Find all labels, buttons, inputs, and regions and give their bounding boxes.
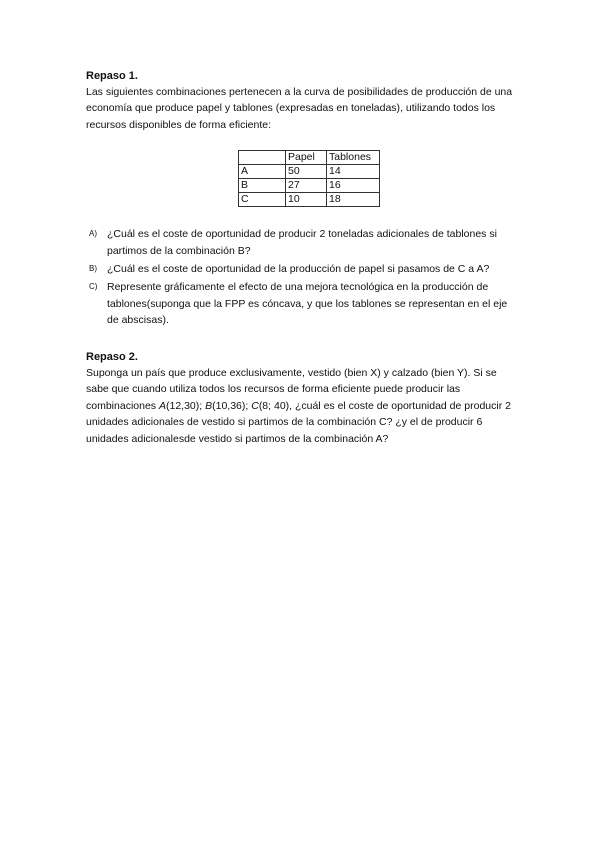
table-cell: C bbox=[239, 193, 286, 207]
ppf-table bbox=[238, 150, 380, 207]
table-cell: 18 bbox=[327, 193, 380, 207]
question-text: Represente gráficamente el efecto de una mejora tecnológica en la producción de tablones(suponga que la FPP es cóncava, y que los tablones se representan en el eje de abscisas). bbox=[107, 281, 508, 327]
question-item bbox=[86, 279, 516, 328]
repaso-1-intro: Las siguientes combinaciones pertenecen a la curva de posibilidades de producción de una economía que produce papel y tablones (expresadas en toneladas), utilizando todos los recursos disponibles de forma eficiente: bbox=[86, 86, 513, 131]
table-cell: 16 bbox=[327, 179, 380, 193]
table-cell: 27 bbox=[286, 179, 327, 193]
table-row bbox=[239, 193, 380, 207]
table-row bbox=[239, 179, 380, 193]
table-cell: 14 bbox=[327, 165, 380, 179]
table-header-cell: Tablones bbox=[327, 151, 380, 165]
question-marker: A) bbox=[89, 229, 97, 239]
table-header-row bbox=[239, 151, 380, 165]
combination-a-label: A bbox=[158, 399, 166, 412]
question-text: ¿Cuál es el coste de oportunidad de producir 2 toneladas adicionales de tablones si partimos de la combinación B? bbox=[107, 228, 497, 257]
repaso-2-section bbox=[86, 349, 516, 447]
question-text: ¿Cuál es el coste de oportunidad de la producción de papel si pasamos de C a A? bbox=[107, 263, 490, 276]
table-cell: B bbox=[239, 179, 286, 193]
question-marker: B) bbox=[89, 264, 97, 274]
combination-c-value: (8; 40), ¿cuál es el coste de oportunidad de producir 2 unidades adicionales de vestido si partimos de la combinación C? ¿y el de producir 6 unidades adicionalesde vestido si partimos de la combinación A? bbox=[86, 399, 511, 445]
repaso-1-section bbox=[86, 68, 516, 331]
repaso-1-heading: Repaso 1. bbox=[86, 70, 138, 82]
repaso-2-text bbox=[86, 365, 516, 447]
table-header-cell: Papel bbox=[286, 151, 327, 165]
question-list bbox=[86, 226, 516, 328]
question-item bbox=[86, 226, 516, 259]
repaso-2-heading: Repaso 2. bbox=[86, 351, 138, 363]
question-marker: C) bbox=[89, 282, 98, 292]
table-cell: 50 bbox=[286, 165, 327, 179]
question-item bbox=[86, 261, 516, 277]
combination-a-value: (12,30); bbox=[165, 399, 206, 412]
table-header-cell bbox=[239, 151, 286, 165]
combination-b-value: (10,36); bbox=[212, 399, 252, 412]
repaso-2-text-part: Suponga un país que produce exclusivamente, vestido (bien X) y calzado (bien Y). Si se sabe que cuando utiliza todos los recursos de forma eficiente puede producir las combinaciones bbox=[86, 367, 497, 412]
combination-b-label: B bbox=[205, 399, 213, 412]
combination-c-label: C bbox=[251, 399, 259, 412]
table-cell: 10 bbox=[286, 193, 327, 207]
table-cell: A bbox=[239, 165, 286, 179]
table-row bbox=[239, 165, 380, 179]
